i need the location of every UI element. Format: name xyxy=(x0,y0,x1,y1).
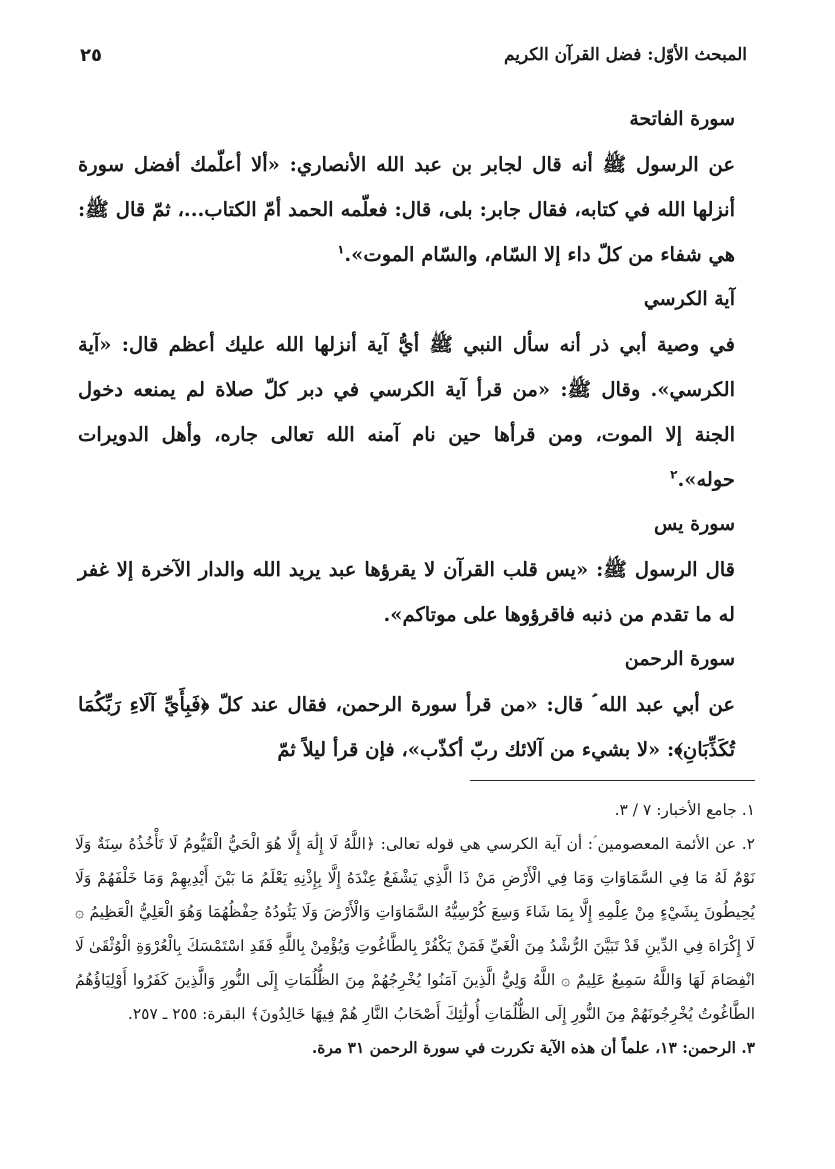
section-heading-kursi: آية الكرسي xyxy=(643,288,735,310)
footnote-ref[interactable]: ١ xyxy=(337,242,345,257)
chapter-title: المبحث الأوّل: فضل القرآن الكريم xyxy=(503,45,747,65)
section-body: عن أبي عبد الله ؑ قال: «من قرأ سورة الرحمن، فقال عند كلّ ﴿فَبِأَيِّ آلَاءِ رَبِّكُمَا تُكَذِّبَانِ﴾: «لا بشيء من آلائك ربّ أكذّب»، فإن قرأ ليلاً ثمّ xyxy=(78,693,735,761)
section-body: في وصية أبي ذر أنه سأل النبي ﷺ أيُّ آية أنزلها الله عليك أعظم قال: «آية الكرسي». وقال ﷺ: «من قرأ آية الكرسي في دبر كلّ صلاة لم يمنعه دخول الجنة إلا الموت، ومن قرأها حين نام آمنه الله تعالى جاره، وأهل الدويرات حوله». xyxy=(78,333,735,491)
footnotes xyxy=(75,793,755,1065)
section-heading-fatiha: سورة الفاتحة xyxy=(629,108,735,130)
page-header xyxy=(80,40,747,70)
section-text-fatiha xyxy=(78,142,735,277)
footnote-divider xyxy=(470,780,755,781)
section-heading-rahman: سورة الرحمن xyxy=(624,648,735,670)
footnote-2: ٢. عن الأئمة المعصومين ؑ: أن آية الكرسي هي قوله تعالى: ﴿اللَّهُ لَا إِلَٰهَ إِلَّا هُوَ الْحَيُّ الْقَيُّومُ لَا تَأْخُذُهُ سِنَةٌ وَلَا نَوْمٌ لَهُ مَا فِي السَّمَاوَاتِ وَمَا فِي الْأَرْضِ مَنْ ذَا الَّذِي يَشْفَعُ عِنْدَهُ إِلَّا بِإِذْنِهِ يَعْلَمُ مَا بَيْنَ أَيْدِيهِمْ وَمَا خَلْفَهُمْ وَلَا يُحِيطُونَ بِشَيْءٍ مِنْ عِلْمِهِ إِلَّا بِمَا شَاءَ وَسِعَ كُرْسِيُّهُ السَّمَاوَاتِ وَالْأَرْضَ وَلَا يَئُودُهُ حِفْظُهُمَا وَهُوَ الْعَلِيُّ الْعَظِيمُ ۞ لَا إِكْرَاهَ فِي الدِّينِ قَدْ تَبَيَّنَ الرُّشْدُ مِنَ الْغَيِّ فَمَنْ يَكْفُرْ بِالطَّاغُوتِ وَيُؤْمِنْ بِاللَّهِ فَقَدِ اسْتَمْسَكَ بِالْعُرْوَةِ الْوُثْقَىٰ لَا انْفِصَامَ لَهَا وَاللَّهُ سَمِيعٌ عَلِيمٌ ۞ اللَّهُ وَلِيُّ الَّذِينَ آمَنُوا يُخْرِجُهُمْ مِنَ الظُّلُمَاتِ إِلَى النُّورِ وَالَّذِينَ كَفَرُوا أَوْلِيَاؤُهُمُ الطَّاغُوتُ يُخْرِجُونَهُمْ مِنَ النُّورِ إِلَى الظُّلُمَاتِ أُولَٰئِكَ أَصْحَابُ النَّارِ هُمْ فِيهَا خَالِدُونَ﴾ البقرة: ٢٥٥ ـ ٢٥٧. xyxy=(75,835,755,1023)
section-heading-yasin: سورة يس xyxy=(654,513,735,535)
main-text xyxy=(78,97,735,772)
section-text-rahman xyxy=(78,682,735,772)
section-text-yasin xyxy=(78,547,735,637)
section-body: قال الرسول ﷺ: «يس قلب القرآن لا يقرؤها عبد يريد الله والدار الآخرة إلا غفر له ما تقدم من ذنبه فاقرؤوها على موتاكم». xyxy=(78,558,735,626)
footnote-1: ١. جامع الأخبار: ٧ / ٣. xyxy=(614,801,755,819)
section-body: عن الرسول ﷺ أنه قال لجابر بن عبد الله الأنصاري: «ألا أعلّمك أفضل سورة أنزلها الله في كتابه، فقال جابر: بلى، قال: فعلّمه الحمد أمّ الكتاب...، ثمّ قال ﷺ: هي شفاء من كلّ داء إلا السّام، والسّام الموت». xyxy=(78,153,735,266)
section-text-kursi xyxy=(78,322,735,502)
footnote-ref[interactable]: ٢ xyxy=(670,467,678,482)
page-number: ٢٥ xyxy=(80,44,102,66)
footnote-3: ٣. الرحمن: ١٣، علماً أن هذه الآية تكررت في سورة الرحمن ٣١ مرة. xyxy=(311,1038,755,1057)
